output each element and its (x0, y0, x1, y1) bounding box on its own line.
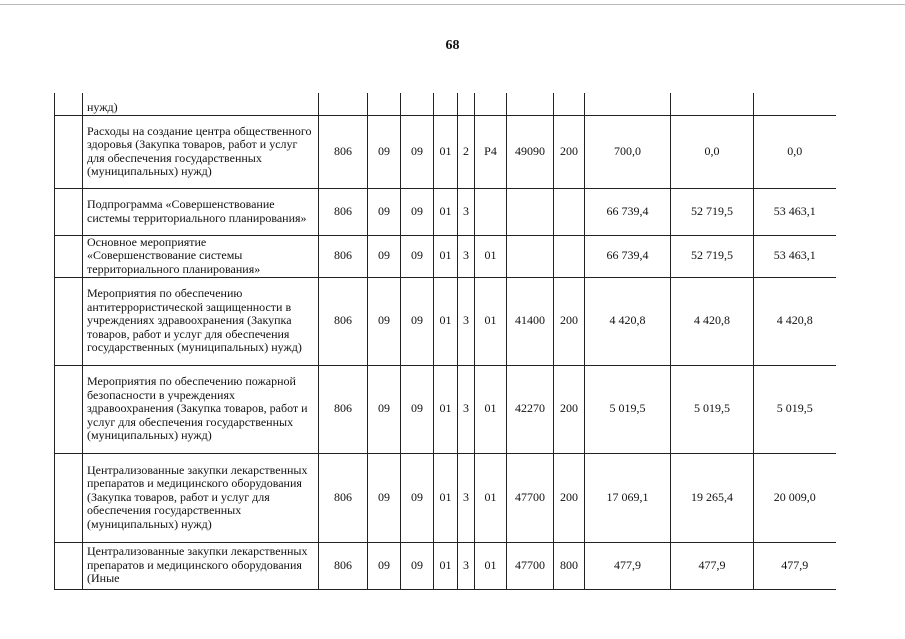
subprogram-cell: 3 (458, 365, 475, 453)
direction-cell (507, 235, 554, 277)
main-activity-cell: 01 (475, 277, 507, 365)
direction-cell: 47700 (507, 542, 554, 589)
table-row (55, 542, 836, 589)
program-cell: 01 (434, 453, 458, 542)
amount-2023-cell (754, 93, 836, 115)
row-index-cell (55, 235, 83, 277)
amount-2023-cell: 53 463,1 (754, 188, 836, 235)
subsection-cell: 09 (401, 235, 434, 277)
amount-2021-cell: 700,0 (585, 115, 671, 188)
row-index-cell (55, 542, 83, 589)
main-activity-cell: 01 (475, 235, 507, 277)
code-grbs-cell: 806 (319, 188, 368, 235)
expense-name-cell: нужд) (83, 93, 319, 115)
expense-type-cell (554, 93, 585, 115)
amount-2023-cell: 4 420,8 (754, 277, 836, 365)
main-activity-cell: P4 (475, 115, 507, 188)
program-cell: 01 (434, 542, 458, 589)
program-cell (434, 93, 458, 115)
amount-2022-cell: 477,9 (671, 542, 754, 589)
section-cell: 09 (368, 235, 401, 277)
amount-2021-cell: 66 739,4 (585, 188, 671, 235)
page-number: 68 (445, 38, 460, 53)
subprogram-cell: 3 (458, 542, 475, 589)
section-cell (368, 93, 401, 115)
expense-name-cell: Централизованные закупки лекарственных препаратов и медицинского оборудования (Иные (83, 542, 319, 589)
program-cell: 01 (434, 277, 458, 365)
row-index-cell (55, 188, 83, 235)
section-cell: 09 (368, 115, 401, 188)
expense-name-cell: Централизованные закупки лекарственных препаратов и медицинского оборудования (Закупка товаров, работ и услуг для обеспечения государственных (муниципальных) нужд) (83, 453, 319, 542)
subprogram-cell: 3 (458, 453, 475, 542)
amount-2023-cell: 5 019,5 (754, 365, 836, 453)
expense-type-cell: 200 (554, 115, 585, 188)
main-activity-cell: 01 (475, 365, 507, 453)
subsection-cell: 09 (401, 188, 434, 235)
amount-2022-cell: 5 019,5 (671, 365, 754, 453)
code-grbs-cell: 806 (319, 453, 368, 542)
amount-2022-cell: 52 719,5 (671, 188, 754, 235)
top-border-line (0, 4, 905, 5)
code-grbs-cell (319, 93, 368, 115)
code-grbs-cell: 806 (319, 542, 368, 589)
section-cell: 09 (368, 188, 401, 235)
table-row (55, 365, 836, 453)
code-grbs-cell: 806 (319, 277, 368, 365)
direction-cell: 49090 (507, 115, 554, 188)
amount-2022-cell: 4 420,8 (671, 277, 754, 365)
table-body (55, 93, 836, 589)
code-grbs-cell: 806 (319, 365, 368, 453)
expense-name-cell: Основное мероприятие «Совершенствование системы территориального планирования» (83, 235, 319, 277)
code-grbs-cell: 806 (319, 115, 368, 188)
program-cell: 01 (434, 365, 458, 453)
row-index-cell (55, 453, 83, 542)
expense-type-cell: 200 (554, 453, 585, 542)
subsection-cell: 09 (401, 542, 434, 589)
subsection-cell (401, 93, 434, 115)
program-cell: 01 (434, 188, 458, 235)
amount-2022-cell: 0,0 (671, 115, 754, 188)
direction-cell: 41400 (507, 277, 554, 365)
section-cell: 09 (368, 277, 401, 365)
amount-2023-cell: 0,0 (754, 115, 836, 188)
amount-2021-cell (585, 93, 671, 115)
amount-2021-cell: 66 739,4 (585, 235, 671, 277)
direction-cell (507, 188, 554, 235)
amount-2023-cell: 20 009,0 (754, 453, 836, 542)
expense-name-cell: Расходы на создание центра общественного здоровья (Закупка товаров, работ и услуг для обеспечения государственных (муниципальных) нужд) (83, 115, 319, 188)
table-row (55, 235, 836, 277)
amount-2021-cell: 5 019,5 (585, 365, 671, 453)
direction-cell: 47700 (507, 453, 554, 542)
main-activity-cell (475, 188, 507, 235)
section-cell: 09 (368, 542, 401, 589)
program-cell: 01 (434, 115, 458, 188)
table-row (55, 115, 836, 188)
expense-name-cell: Подпрограмма «Совершенствование системы территориального планирования» (83, 188, 319, 235)
row-index-cell (55, 277, 83, 365)
subprogram-cell: 3 (458, 277, 475, 365)
subprogram-cell: 3 (458, 235, 475, 277)
row-index-cell (55, 93, 83, 115)
amount-2021-cell: 17 069,1 (585, 453, 671, 542)
expense-name-cell: Мероприятия по обеспечению антитеррористической защищенности в учреждениях здравоохранения (Закупка товаров, работ и услуг для обеспечения государственных (муниципальных) нужд) (83, 277, 319, 365)
section-cell: 09 (368, 453, 401, 542)
budget-table (54, 93, 836, 590)
amount-2021-cell: 4 420,8 (585, 277, 671, 365)
amount-2021-cell: 477,9 (585, 542, 671, 589)
main-activity-cell: 01 (475, 453, 507, 542)
code-grbs-cell: 806 (319, 235, 368, 277)
amount-2022-cell: 19 265,4 (671, 453, 754, 542)
row-index-cell (55, 115, 83, 188)
subsection-cell: 09 (401, 453, 434, 542)
table-row (55, 93, 836, 115)
expense-type-cell (554, 235, 585, 277)
subsection-cell: 09 (401, 365, 434, 453)
main-activity-cell (475, 93, 507, 115)
program-cell: 01 (434, 235, 458, 277)
expense-type-cell: 200 (554, 277, 585, 365)
main-activity-cell: 01 (475, 542, 507, 589)
direction-cell: 42270 (507, 365, 554, 453)
amount-2023-cell: 53 463,1 (754, 235, 836, 277)
subprogram-cell (458, 93, 475, 115)
row-index-cell (55, 365, 83, 453)
subsection-cell: 09 (401, 277, 434, 365)
subsection-cell: 09 (401, 115, 434, 188)
amount-2023-cell: 477,9 (754, 542, 836, 589)
subprogram-cell: 2 (458, 115, 475, 188)
direction-cell (507, 93, 554, 115)
table-row (55, 277, 836, 365)
expense-name-cell: Мероприятия по обеспечению пожарной безопасности в учреждениях здравоохранения (Закупка товаров, работ и услуг для обеспечения государственных (муниципальных) нужд) (83, 365, 319, 453)
section-cell: 09 (368, 365, 401, 453)
table-row (55, 188, 836, 235)
expense-type-cell: 200 (554, 365, 585, 453)
expense-type-cell (554, 188, 585, 235)
amount-2022-cell: 52 719,5 (671, 235, 754, 277)
table-row (55, 453, 836, 542)
expense-type-cell: 800 (554, 542, 585, 589)
amount-2022-cell (671, 93, 754, 115)
subprogram-cell: 3 (458, 188, 475, 235)
